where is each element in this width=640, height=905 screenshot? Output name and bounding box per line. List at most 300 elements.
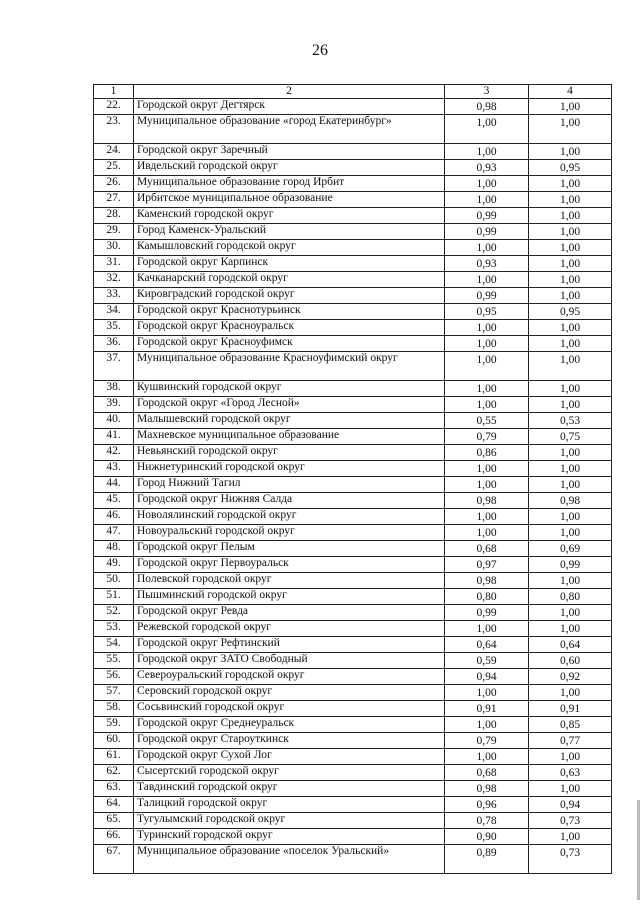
value-col-3: 0,93	[476, 258, 497, 270]
municipality-name: Сосьвинский городской округ	[134, 701, 445, 717]
value-col-3: 1,00	[476, 479, 497, 491]
value-col-4: 0,60	[559, 655, 581, 667]
value-col-4: 1,00	[559, 399, 581, 411]
cell-col-3	[445, 477, 529, 493]
row-number: 65.	[94, 813, 134, 829]
table-row	[94, 733, 612, 749]
table-row	[94, 557, 612, 573]
cell-col-4	[529, 144, 612, 160]
cell-col-4	[529, 781, 612, 797]
table-row	[94, 749, 612, 765]
value-col-3: 0,89	[476, 847, 497, 859]
cell-col-4	[529, 685, 612, 701]
table-row	[94, 272, 612, 288]
row-number: 42.	[94, 445, 134, 461]
cell-col-3	[445, 829, 529, 845]
value-col-3: 0,99	[476, 210, 497, 222]
municipality-name: Городской округ Ревда	[134, 605, 445, 621]
cell-col-3	[445, 192, 529, 208]
row-number: 31.	[94, 256, 134, 272]
municipality-name: Пышминский городской округ	[134, 589, 445, 605]
value-col-4: 0,75	[559, 431, 581, 443]
table-row	[94, 669, 612, 685]
cell-col-3	[445, 733, 529, 749]
value-col-3: 0,96	[476, 799, 497, 811]
row-number: 44.	[94, 477, 134, 493]
value-col-4: 0,64	[559, 639, 581, 651]
value-col-3: 0,90	[476, 831, 497, 843]
cell-col-3	[445, 557, 529, 573]
table-row	[94, 701, 612, 717]
cell-col-4	[529, 573, 612, 589]
value-col-4: 1,00	[559, 623, 581, 635]
municipality-name: Городской округ Дегтярск	[134, 99, 445, 115]
cell-col-4	[529, 99, 612, 115]
row-number: 55.	[94, 653, 134, 669]
table-row	[94, 477, 612, 493]
cell-col-4	[529, 845, 612, 874]
cell-col-4	[529, 445, 612, 461]
value-col-3: 0,68	[476, 767, 497, 779]
cell-col-4	[529, 621, 612, 637]
municipality-name: Кировградский городской округ	[134, 288, 445, 304]
municipality-name: Серовский городской округ	[134, 685, 445, 701]
row-number: 63.	[94, 781, 134, 797]
cell-col-4	[529, 240, 612, 256]
value-col-4: 1,00	[559, 511, 581, 523]
row-number: 29.	[94, 224, 134, 240]
value-col-4: 1,00	[559, 322, 581, 334]
table-row	[94, 115, 612, 144]
cell-col-3	[445, 493, 529, 509]
value-col-3: 0,93	[476, 162, 497, 174]
row-number: 51.	[94, 589, 134, 605]
cell-col-4	[529, 493, 612, 509]
table-row	[94, 461, 612, 477]
cell-col-3	[445, 541, 529, 557]
value-col-3: 0,99	[476, 226, 497, 238]
cell-col-4	[529, 381, 612, 397]
table-row	[94, 765, 612, 781]
cell-col-3	[445, 621, 529, 637]
municipality-name: Новоуральский городской округ	[134, 525, 445, 541]
row-number: 46.	[94, 509, 134, 525]
cell-col-4	[529, 829, 612, 845]
cell-col-4	[529, 509, 612, 525]
table-row	[94, 304, 612, 320]
cell-col-3	[445, 208, 529, 224]
value-col-4: 1,00	[559, 479, 581, 491]
cell-col-4	[529, 115, 612, 144]
header-col-2: 2	[134, 85, 445, 99]
value-col-4: 1,00	[559, 210, 581, 222]
value-col-4: 1,00	[559, 447, 581, 459]
cell-col-3	[445, 413, 529, 429]
value-col-3: 1,00	[476, 383, 497, 395]
value-col-3: 1,00	[476, 117, 497, 129]
cell-col-4	[529, 336, 612, 352]
municipality-name: Городской округ Первоуральск	[134, 557, 445, 573]
municipality-name: Камышловский городской округ	[134, 240, 445, 256]
cell-col-3	[445, 797, 529, 813]
cell-col-3	[445, 781, 529, 797]
value-col-3: 0,98	[476, 575, 497, 587]
municipality-name: Город Каменск-Уральский	[134, 224, 445, 240]
cell-col-4	[529, 192, 612, 208]
value-col-3: 0,68	[476, 543, 497, 555]
cell-col-3	[445, 429, 529, 445]
value-col-3: 1,00	[476, 338, 497, 350]
value-col-3: 0,98	[476, 101, 497, 113]
municipality-name: Муниципальное образование «город Екатеринбург»	[134, 115, 445, 144]
value-col-3: 1,00	[476, 463, 497, 475]
value-col-3: 0,59	[476, 655, 497, 667]
row-number: 49.	[94, 557, 134, 573]
cell-col-3	[445, 589, 529, 605]
cell-col-4	[529, 429, 612, 445]
municipality-name: Новолялинский городской округ	[134, 509, 445, 525]
table-row	[94, 256, 612, 272]
value-col-4: 1,00	[559, 783, 581, 795]
cell-col-3	[445, 240, 529, 256]
municipality-name: Махневское муниципальное образование	[134, 429, 445, 445]
value-col-4: 1,00	[559, 117, 581, 129]
cell-col-4	[529, 288, 612, 304]
cell-col-4	[529, 653, 612, 669]
cell-col-4	[529, 304, 612, 320]
value-col-3: 0,79	[476, 735, 497, 747]
municipality-name: Городской округ Староуткинск	[134, 733, 445, 749]
table-row	[94, 509, 612, 525]
municipality-name: Каменский городской округ	[134, 208, 445, 224]
row-number: 67.	[94, 845, 134, 874]
value-col-4: 0,63	[559, 767, 581, 779]
value-col-3: 0,99	[476, 290, 497, 302]
cell-col-3	[445, 637, 529, 653]
value-col-3: 0,97	[476, 559, 497, 571]
table-row	[94, 240, 612, 256]
table-row	[94, 352, 612, 381]
municipality-name: Туринский городской округ	[134, 829, 445, 845]
table-row	[94, 397, 612, 413]
cell-col-3	[445, 224, 529, 240]
value-col-3: 0,86	[476, 447, 497, 459]
value-col-3: 1,00	[476, 274, 497, 286]
cell-col-4	[529, 525, 612, 541]
municipality-name: Город Нижний Тагил	[134, 477, 445, 493]
cell-col-3	[445, 115, 529, 144]
table-row	[94, 192, 612, 208]
table-row	[94, 288, 612, 304]
value-col-4: 1,00	[559, 338, 581, 350]
table-row	[94, 797, 612, 813]
municipality-name: Муниципальное образование «поселок Уральский»	[134, 845, 445, 874]
table-row	[94, 573, 612, 589]
value-col-4: 1,00	[559, 527, 581, 539]
value-col-3: 1,00	[476, 322, 497, 334]
row-number: 34.	[94, 304, 134, 320]
value-col-4: 1,00	[559, 242, 581, 254]
cell-col-3	[445, 144, 529, 160]
municipality-name: Ирбитское муниципальное образование	[134, 192, 445, 208]
row-number: 39.	[94, 397, 134, 413]
value-col-4: 1,00	[559, 194, 581, 206]
cell-col-3	[445, 336, 529, 352]
value-col-3: 0,80	[476, 591, 497, 603]
row-number: 41.	[94, 429, 134, 445]
value-col-4: 1,00	[559, 290, 581, 302]
cell-col-3	[445, 765, 529, 781]
municipality-name: Муниципальное образование город Ирбит	[134, 176, 445, 192]
value-col-4: 1,00	[559, 383, 581, 395]
table-row	[94, 160, 612, 176]
value-col-3: 1,00	[476, 178, 497, 190]
cell-col-4	[529, 717, 612, 733]
cell-col-3	[445, 525, 529, 541]
table-row	[94, 829, 612, 845]
header-col-3: 3	[445, 85, 529, 99]
value-col-4: 1,00	[559, 274, 581, 286]
value-col-3: 0,98	[476, 495, 497, 507]
value-col-3: 1,00	[476, 623, 497, 635]
row-number: 30.	[94, 240, 134, 256]
row-number: 36.	[94, 336, 134, 352]
row-number: 25.	[94, 160, 134, 176]
table-row	[94, 717, 612, 733]
cell-col-4	[529, 272, 612, 288]
value-col-4: 0,85	[559, 719, 581, 731]
row-number: 35.	[94, 320, 134, 336]
cell-col-4	[529, 256, 612, 272]
cell-col-4	[529, 557, 612, 573]
table-row	[94, 144, 612, 160]
cell-col-3	[445, 509, 529, 525]
municipality-name: Талицкий городской округ	[134, 797, 445, 813]
row-number: 33.	[94, 288, 134, 304]
cell-col-3	[445, 304, 529, 320]
cell-col-4	[529, 208, 612, 224]
table-row	[94, 224, 612, 240]
cell-col-4	[529, 477, 612, 493]
row-number: 37.	[94, 352, 134, 381]
table-row	[94, 589, 612, 605]
value-col-4: 1,00	[559, 354, 581, 366]
municipality-name: Североуральский городской округ	[134, 669, 445, 685]
value-col-4: 0,92	[559, 671, 581, 683]
municipality-name: Городской округ Пелым	[134, 541, 445, 557]
municipality-name: Городской округ Карпинск	[134, 256, 445, 272]
row-number: 28.	[94, 208, 134, 224]
value-col-4: 1,00	[559, 146, 581, 158]
cell-col-3	[445, 381, 529, 397]
cell-col-3	[445, 288, 529, 304]
municipality-name: Невьянский городской округ	[134, 445, 445, 461]
cell-col-4	[529, 397, 612, 413]
row-number: 40.	[94, 413, 134, 429]
value-col-3: 1,00	[476, 146, 497, 158]
cell-col-3	[445, 653, 529, 669]
table-row	[94, 493, 612, 509]
table-row	[94, 429, 612, 445]
cell-col-4	[529, 605, 612, 621]
row-number: 26.	[94, 176, 134, 192]
value-col-4: 1,00	[559, 226, 581, 238]
table-row	[94, 99, 612, 115]
value-col-4: 1,00	[559, 607, 581, 619]
value-col-3: 0,78	[476, 815, 497, 827]
cell-col-3	[445, 845, 529, 874]
municipality-name: Качканарский городской округ	[134, 272, 445, 288]
value-col-4: 0,94	[559, 799, 581, 811]
value-col-4: 0,53	[559, 415, 581, 427]
cell-col-3	[445, 461, 529, 477]
value-col-4: 1,00	[559, 831, 581, 843]
table-row	[94, 845, 612, 874]
value-col-3: 1,00	[476, 354, 497, 366]
table-row	[94, 685, 612, 701]
municipality-name: Муниципальное образование Красноуфимский округ	[134, 352, 445, 381]
table-row	[94, 653, 612, 669]
value-col-4: 0,73	[559, 815, 581, 827]
municipality-name: Городской округ ЗАТО Свободный	[134, 653, 445, 669]
row-number: 54.	[94, 637, 134, 653]
cell-col-3	[445, 445, 529, 461]
municipality-name: Городской округ Сухой Лог	[134, 749, 445, 765]
cell-col-4	[529, 749, 612, 765]
value-col-4: 0,99	[559, 559, 581, 571]
table-row	[94, 208, 612, 224]
row-number: 52.	[94, 605, 134, 621]
value-col-3: 1,00	[476, 242, 497, 254]
table-row	[94, 541, 612, 557]
cell-col-4	[529, 589, 612, 605]
cell-col-4	[529, 461, 612, 477]
municipality-name: Городской округ «Город Лесной»	[134, 397, 445, 413]
municipal-coefficients-table	[93, 84, 612, 874]
table-body	[94, 99, 612, 874]
table-row	[94, 637, 612, 653]
value-col-3: 0,95	[476, 306, 497, 318]
cell-col-4	[529, 797, 612, 813]
table-row	[94, 336, 612, 352]
row-number: 61.	[94, 749, 134, 765]
value-col-3: 0,94	[476, 671, 497, 683]
cell-col-4	[529, 669, 612, 685]
value-col-3: 1,00	[476, 399, 497, 411]
cell-col-3	[445, 717, 529, 733]
municipality-name: Городской округ Красноуральск	[134, 320, 445, 336]
value-col-3: 0,98	[476, 783, 497, 795]
value-col-3: 1,00	[476, 751, 497, 763]
value-col-4: 1,00	[559, 687, 581, 699]
municipality-name: Нижнетуринский городской округ	[134, 461, 445, 477]
cell-col-4	[529, 541, 612, 557]
cell-col-3	[445, 669, 529, 685]
value-col-4: 0,91	[559, 703, 581, 715]
value-col-4: 0,98	[559, 495, 581, 507]
table-row	[94, 605, 612, 621]
value-col-4: 1,00	[559, 463, 581, 475]
municipality-name: Режевской городской округ	[134, 621, 445, 637]
row-number: 62.	[94, 765, 134, 781]
municipality-name: Ивдельский городской округ	[134, 160, 445, 176]
row-number: 64.	[94, 797, 134, 813]
cell-col-4	[529, 352, 612, 381]
value-col-3: 0,91	[476, 703, 497, 715]
cell-col-3	[445, 256, 529, 272]
row-number: 24.	[94, 144, 134, 160]
row-number: 50.	[94, 573, 134, 589]
cell-col-3	[445, 701, 529, 717]
value-col-4: 1,00	[559, 258, 581, 270]
page-number: 26	[312, 42, 328, 59]
cell-col-4	[529, 765, 612, 781]
row-number: 56.	[94, 669, 134, 685]
row-number: 53.	[94, 621, 134, 637]
municipality-name: Городской округ Нижняя Салда	[134, 493, 445, 509]
municipality-name: Сысертский городской округ	[134, 765, 445, 781]
municipality-name: Городской округ Красноуфимск	[134, 336, 445, 352]
cell-col-4	[529, 701, 612, 717]
value-col-4: 0,95	[559, 306, 581, 318]
municipality-name: Городской округ Краснотурьинск	[134, 304, 445, 320]
table-row	[94, 781, 612, 797]
cell-col-3	[445, 176, 529, 192]
row-number: 38.	[94, 381, 134, 397]
cell-col-3	[445, 352, 529, 381]
value-col-3: 1,00	[476, 527, 497, 539]
value-col-4: 0,77	[559, 735, 581, 747]
cell-col-3	[445, 272, 529, 288]
value-col-4: 0,95	[559, 162, 581, 174]
value-col-4: 1,00	[559, 751, 581, 763]
cell-col-4	[529, 733, 612, 749]
value-col-3: 0,99	[476, 607, 497, 619]
table-row	[94, 525, 612, 541]
header-col-1: 1	[94, 85, 134, 99]
value-col-4: 0,80	[559, 591, 581, 603]
cell-col-3	[445, 320, 529, 336]
value-col-3: 1,00	[476, 511, 497, 523]
table-row	[94, 381, 612, 397]
row-number: 66.	[94, 829, 134, 845]
value-col-3: 0,79	[476, 431, 497, 443]
cell-col-4	[529, 813, 612, 829]
row-number: 48.	[94, 541, 134, 557]
municipality-name: Полевской городской округ	[134, 573, 445, 589]
value-col-4: 0,69	[559, 543, 581, 555]
value-col-4: 1,00	[559, 101, 581, 113]
cell-col-3	[445, 160, 529, 176]
municipality-name: Городской округ Среднеуральск	[134, 717, 445, 733]
table-row	[94, 621, 612, 637]
municipality-name: Городской округ Рефтинский	[134, 637, 445, 653]
table-row	[94, 813, 612, 829]
cell-col-3	[445, 813, 529, 829]
value-col-4: 1,00	[559, 575, 581, 587]
table-row	[94, 320, 612, 336]
cell-col-3	[445, 99, 529, 115]
row-number: 22.	[94, 99, 134, 115]
municipality-name: Малышевский городской округ	[134, 413, 445, 429]
value-col-3: 0,64	[476, 639, 497, 651]
cell-col-4	[529, 413, 612, 429]
table-row	[94, 445, 612, 461]
value-col-3: 1,00	[476, 194, 497, 206]
row-number: 43.	[94, 461, 134, 477]
table-row	[94, 176, 612, 192]
cell-col-4	[529, 160, 612, 176]
